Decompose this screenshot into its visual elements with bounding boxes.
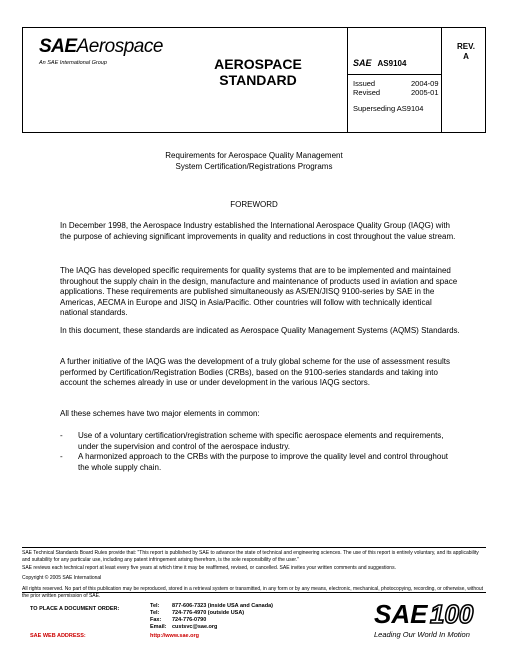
paragraph-4: A further initiative of the IAQG was the development of a truly global scheme for the use of assessment results performed by Certification/Registration Bodies (CRBs), based on the 9100-series standards and taking into account the schemes already in use or under development in the various IAQG sectors. [60,357,450,387]
email-value[interactable]: custsvc@sae.org [172,624,218,630]
standard-title-line2: STANDARD [219,72,297,88]
document-title-line2: System Certification/Registrations Programs [175,162,333,171]
contact-fax [150,617,206,623]
bullet-text: Use of a voluntary certification/registration scheme with specific aerospace elements and requirements, under the supervision and control of the aerospace industry. [78,431,444,451]
document-title-line1: Requirements for Aerospace Quality Management [165,151,343,160]
issued-value: 2004-09 [411,79,439,88]
footer-rights: All rights reserved. No part of this publication may be reproduced, stored in a retrieval system or transmitted, in any form or by any means, electronic, mechanical, photocopying, recording, or otherwise, without the prior written permission of SAE. [22,586,484,599]
contact-tel-1 [150,603,273,609]
document-number [353,58,406,68]
sae-slogan: Leading Our World In Motion [374,630,470,639]
tel-value: 724-776-4970 (outside USA) [172,610,245,616]
revision-value: A [463,52,469,61]
document-header-box [22,27,486,133]
standard-type-title [193,56,323,88]
logo-sae-text: SAE [374,599,428,628]
footer-divider [22,592,486,593]
logo-brand-rest: Aerospace [76,36,163,57]
logo-number-text: 100 [430,599,474,628]
logo-tagline: An SAE International Group [39,60,107,66]
bullet-marker: - [60,452,63,461]
tel-value: 877-606-7323 (inside USA and Canada) [172,603,273,609]
footer-rules-note: SAE Technical Standards Board Rules provide that: "This report is published by SAE to advance the state of technical and engineering sciences. The use of this report is entirely voluntary, and its applicability and suitability for any particular use, including any patent infringement arising therefrom, is the sole responsibility of the user." [22,550,479,563]
standard-title-line1: AEROSPACE [214,56,302,72]
list-item [60,431,460,452]
revised-row [353,88,439,97]
header-divider [347,28,348,132]
document-title [22,150,486,172]
document-number-value: AS9104 [377,59,407,68]
footer-review-note: SAE reviews each technical report at least every five years at which time it may be reaffirmed, revised, or cancelled. SAE invites your written comments and suggestions. [22,565,396,571]
sae-100-logo [372,598,484,628]
email-label: Email: [150,624,167,630]
order-label: TO PLACE A DOCUMENT ORDER: [30,606,120,612]
header-rule [347,74,441,75]
web-address-label: SAE WEB ADDRESS: [30,633,86,639]
footer-copyright: Copyright © 2005 SAE International [22,575,102,581]
revision-box [447,42,485,62]
sae-mini-logo: SAE [353,58,372,68]
bullet-marker: - [60,431,63,440]
list-item [60,452,460,473]
revised-label: Revised [353,88,381,97]
footer-divider [22,547,486,548]
paragraph-2: The IAQG has developed specific requirements for quality systems that are to be implemented and maintained throughout the supply chain in the design, manufacture and maintenance of products used in aviation and space applications. These requirements are published simultaneously as AS/EN/JISQ 9100-series by SAE in the Americas, AECMA in Europe and JISQ in Asia/Pacific. Other countries will follow with technically identical national standards. [60,266,458,317]
issued-row [353,79,439,88]
revision-label: REV. [457,42,475,51]
bullet-text: A harmonized approach to the CRBs with the purpose to improve the quality level and control throughout the whole supply chain. [78,452,448,472]
foreword-heading: FOREWORD [230,200,278,209]
contact-email [150,624,217,630]
paragraph-1: In December 1998, the Aerospace Industry established the International Aerospace Quality Group (IAQG) with the purpose of achieving significant improvements in quality and reductions in cost throughout the value stream. [60,221,456,241]
tel-label: Tel: [150,603,160,609]
paragraph-5: All these schemes have two major elements in common: [60,409,260,418]
header-divider [441,28,442,132]
web-address-link[interactable]: http://www.sae.org [150,633,199,639]
tel-label: Tel: [150,610,160,616]
revised-value: 2005-01 [411,88,439,97]
superseding-note: Superseding AS9104 [353,104,424,113]
logo-brand-bold: SAE [39,36,77,57]
contact-tel-2 [150,610,244,616]
logo-100-mark [430,599,474,628]
fax-value: 724-776-0790 [172,617,207,623]
paragraph-3: In this document, these standards are indicated as Aerospace Quality Management Systems (AQMS) Standards. [60,326,460,335]
sae-aerospace-logo [39,36,179,70]
fax-label: Fax: [150,617,162,623]
issued-label: Issued [353,79,376,88]
